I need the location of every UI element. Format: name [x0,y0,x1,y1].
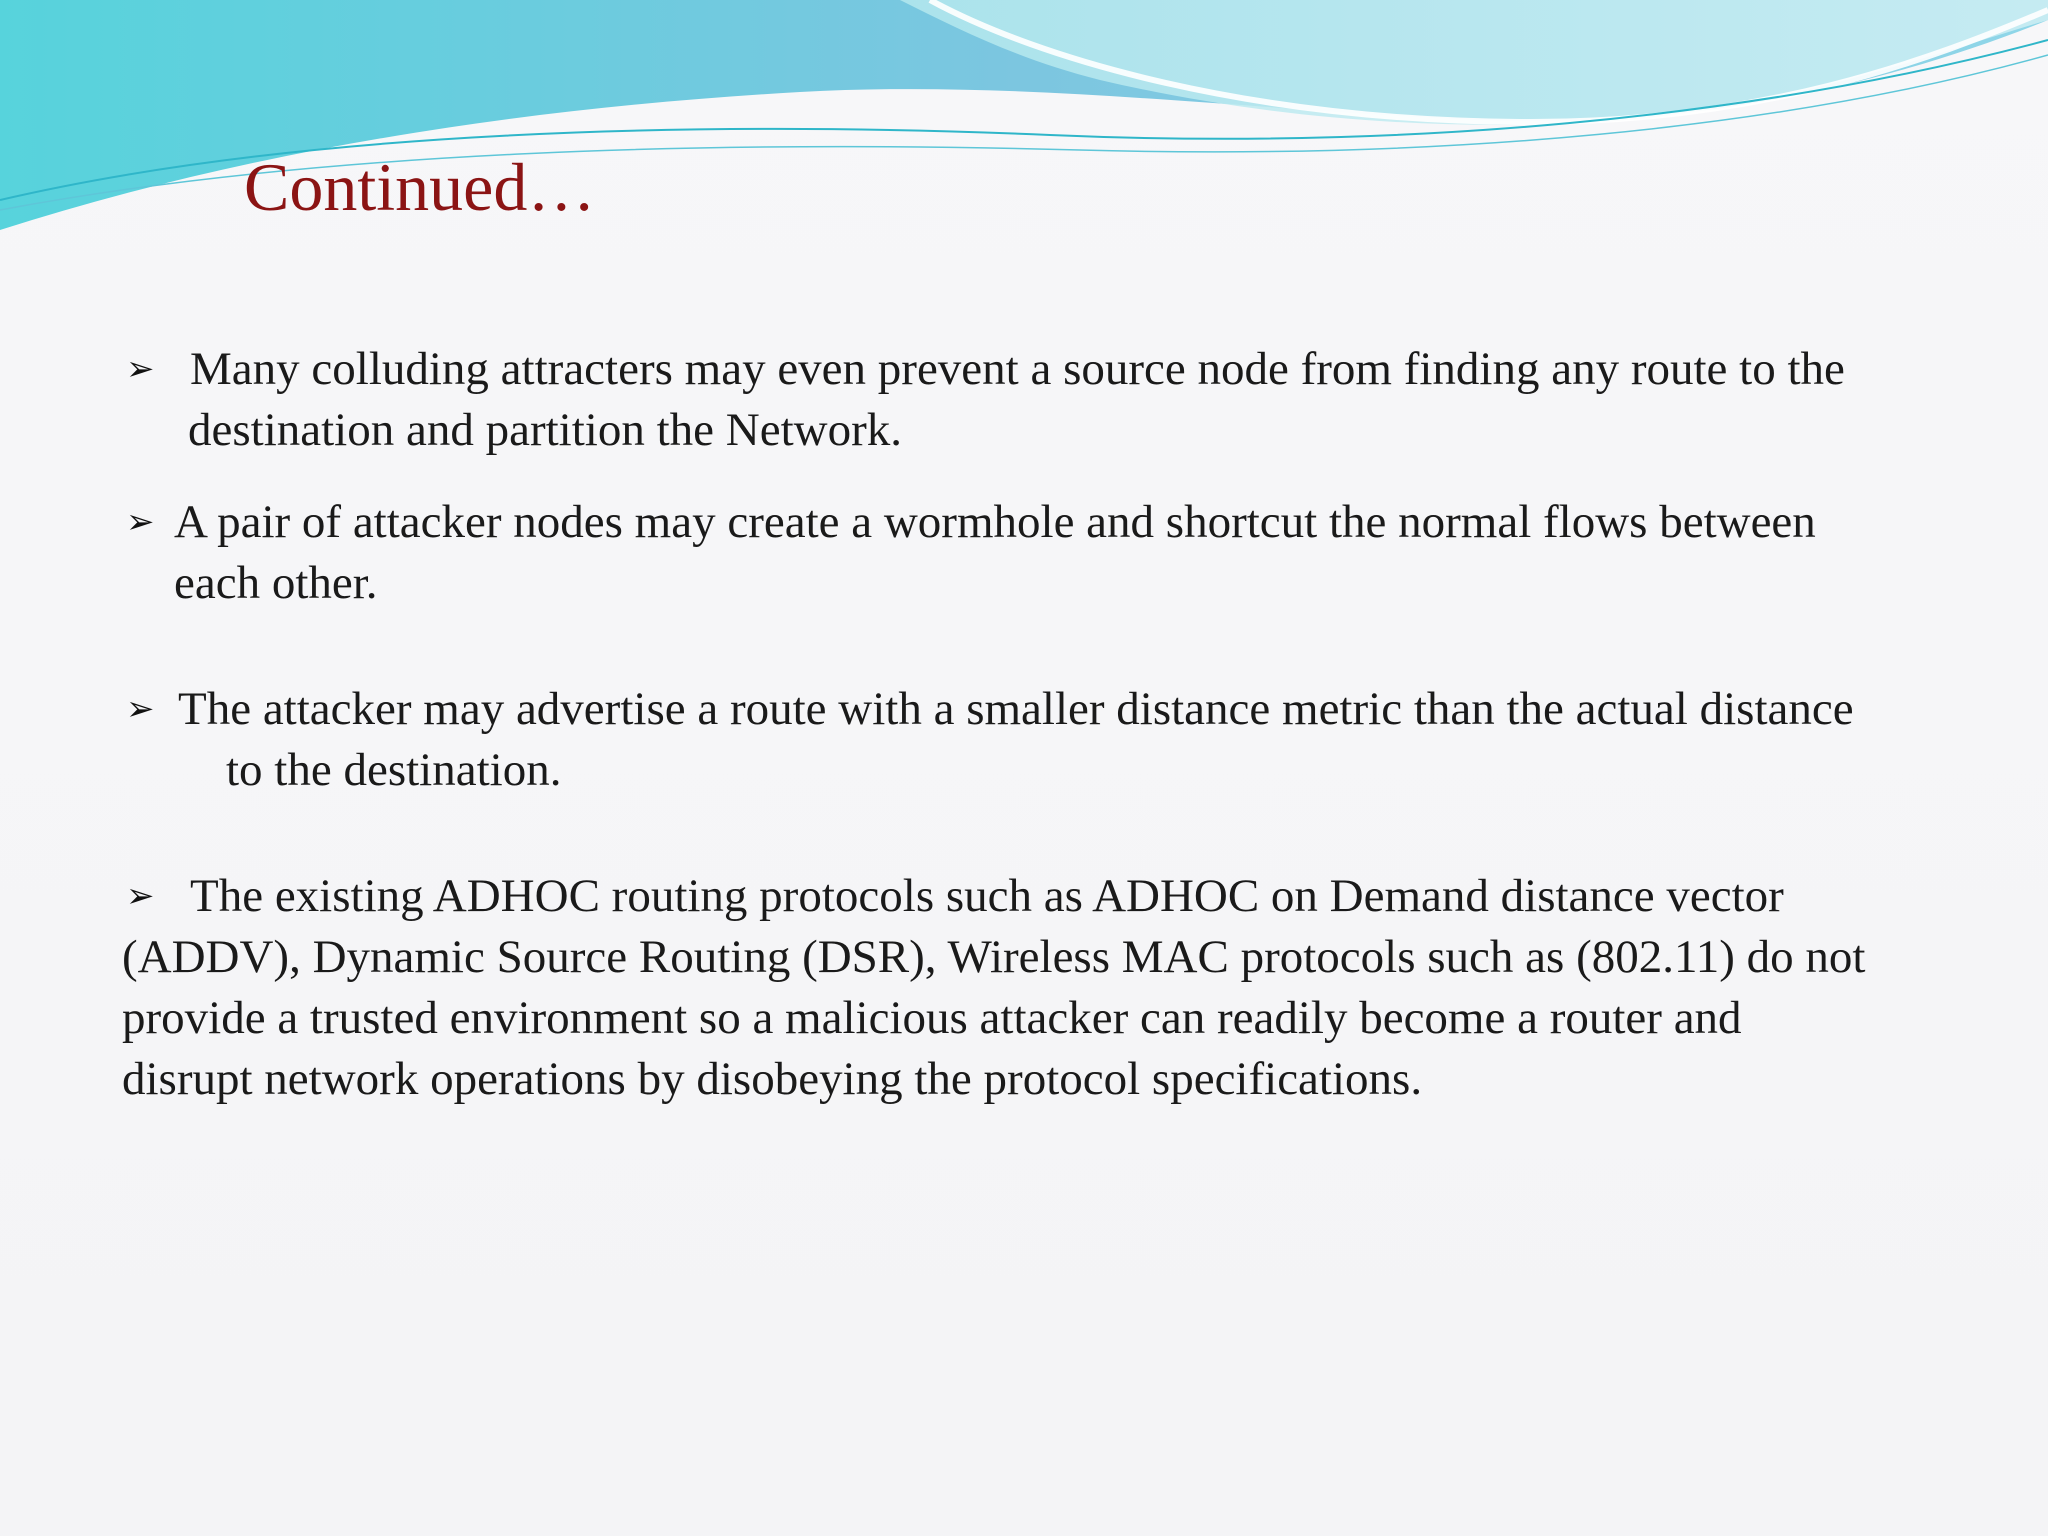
bullet-text-line: A pair of attacker nodes may create a wormhole and shortcut the normal flows between [174,496,1816,548]
arrowhead-bullet-icon: ➢ [126,689,155,729]
arrowhead-bullet-icon: ➢ [126,502,155,542]
slide-title: Continued… [244,149,596,225]
bullet-text-line: disrupt network operations by disobeying the protocol specifications. [122,1053,1423,1105]
wave-swoosh [900,0,2048,125]
arrowhead-bullet-icon: ➢ [126,876,155,916]
bullet-text-line: The existing ADHOC routing protocols such as ADHOC on Demand distance vector [190,870,1784,922]
bullet-text-line: Many colluding attracters may even prevent a source node from finding any route to the [190,343,1845,395]
bullet-text-line: The attacker may advertise a route with a smaller distance metric than the actual distance [178,683,1854,735]
bullet-text-line: provide a trusted environment so a malicious attacker can readily become a router and [122,992,1742,1044]
arrowhead-bullet-icon: ➢ [126,349,155,389]
bullet-text-line: to the destination. [226,744,562,796]
bullet-text-line: destination and partition the Network. [188,404,902,456]
bullet-text-line: (ADDV), Dynamic Source Routing (DSR), Wireless MAC protocols such as (802.11) do not [122,931,1866,983]
bullet-text-line: each other. [174,557,378,609]
